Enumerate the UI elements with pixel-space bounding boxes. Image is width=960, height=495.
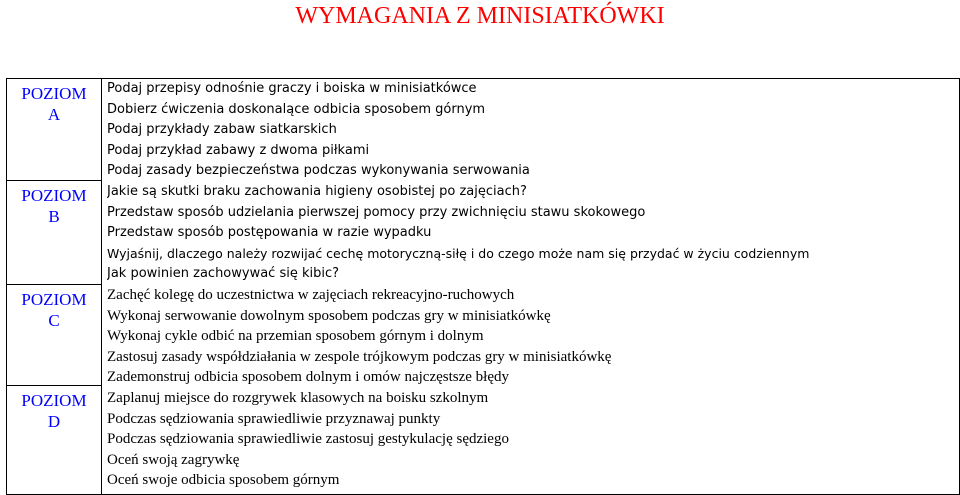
requirement-item: Wykonaj serwowanie dowolnym sposobem podczas gry w minisiatkówkę bbox=[107, 307, 551, 324]
level-label-cell bbox=[7, 386, 102, 495]
level-label: POZIOM bbox=[21, 186, 87, 205]
requirement-item: Przedstaw sposób udzielania pierwszej pomocy przy zwichnięciu stawu skokowego bbox=[107, 204, 646, 220]
requirement-item: Oceń swoje odbicia sposobem górnym bbox=[107, 472, 340, 489]
level-label: POZIOM bbox=[21, 391, 87, 410]
level-label: POZIOM bbox=[21, 84, 87, 103]
level-label: POZIOM bbox=[21, 290, 87, 309]
level-letter: C bbox=[48, 311, 60, 330]
requirement-item: Jak powinien zachowywać się kibic? bbox=[107, 266, 340, 282]
level-letter: D bbox=[47, 412, 61, 431]
requirement-item: Dobierz ćwiczenia doskonalące odbicia sposobem górnym bbox=[107, 101, 486, 117]
requirement-item: Wykonaj cykle odbić na przemian sposobem górnym i dolnym bbox=[107, 328, 484, 345]
requirements-list bbox=[102, 79, 960, 495]
requirement-item: Jakie są skutki braku zachowania higieny osobistej po zajęciach? bbox=[107, 183, 527, 199]
requirement-item: Podaj zasady bezpieczeństwa podczas wykonywania serwowania bbox=[107, 163, 530, 179]
requirement-item: Podaj przykłady zabaw siatkarskich bbox=[107, 122, 337, 138]
level-label-cell bbox=[7, 79, 102, 181]
requirement-item: Podczas sędziowania sprawiedliwie zastosuj gestykulację sędziego bbox=[107, 431, 509, 448]
table-row bbox=[7, 79, 960, 181]
requirement-item: Zachęć kolegę do uczestnictwa w zajęciach rekreacyjno-ruchowych bbox=[107, 286, 515, 303]
level-letter: B bbox=[48, 207, 60, 226]
requirements-table bbox=[6, 78, 960, 495]
requirement-item: Zaplanuj miejsce do rozgrywek klasowych na boisku szkolnym bbox=[107, 389, 489, 406]
page-title: WYMAGANIA Z MINISIATKÓWKI bbox=[295, 3, 665, 29]
requirement-item: Przedstaw sposób postępowania w razie wypadku bbox=[107, 225, 432, 241]
requirement-item: Podaj przykład zabawy z dwoma piłkami bbox=[107, 142, 370, 158]
requirement-item: Podczas sędziowania sprawiedliwie przyznawaj punkty bbox=[107, 410, 441, 427]
requirement-item: Zademonstruj odbicia sposobem dolnym i omów najczęstsze błędy bbox=[107, 369, 509, 386]
level-label-cell bbox=[7, 181, 102, 285]
requirement-item: Zastosuj zasady współdziałania w zespole trójkowym podczas gry w minisiatkówkę bbox=[107, 348, 612, 365]
requirement-item: Podaj przepisy odnośnie graczy i boiska w minisiatkówce bbox=[107, 81, 477, 96]
requirement-item: Wyjaśnij, dlaczego należy rozwijać cechę motoryczną-siłę i do czego może nam się przydać w życiu codziennym bbox=[107, 245, 810, 261]
requirement-item: Oceń swoją zagrywkę bbox=[107, 451, 240, 468]
level-label-cell bbox=[7, 285, 102, 386]
level-letter: A bbox=[47, 105, 61, 124]
